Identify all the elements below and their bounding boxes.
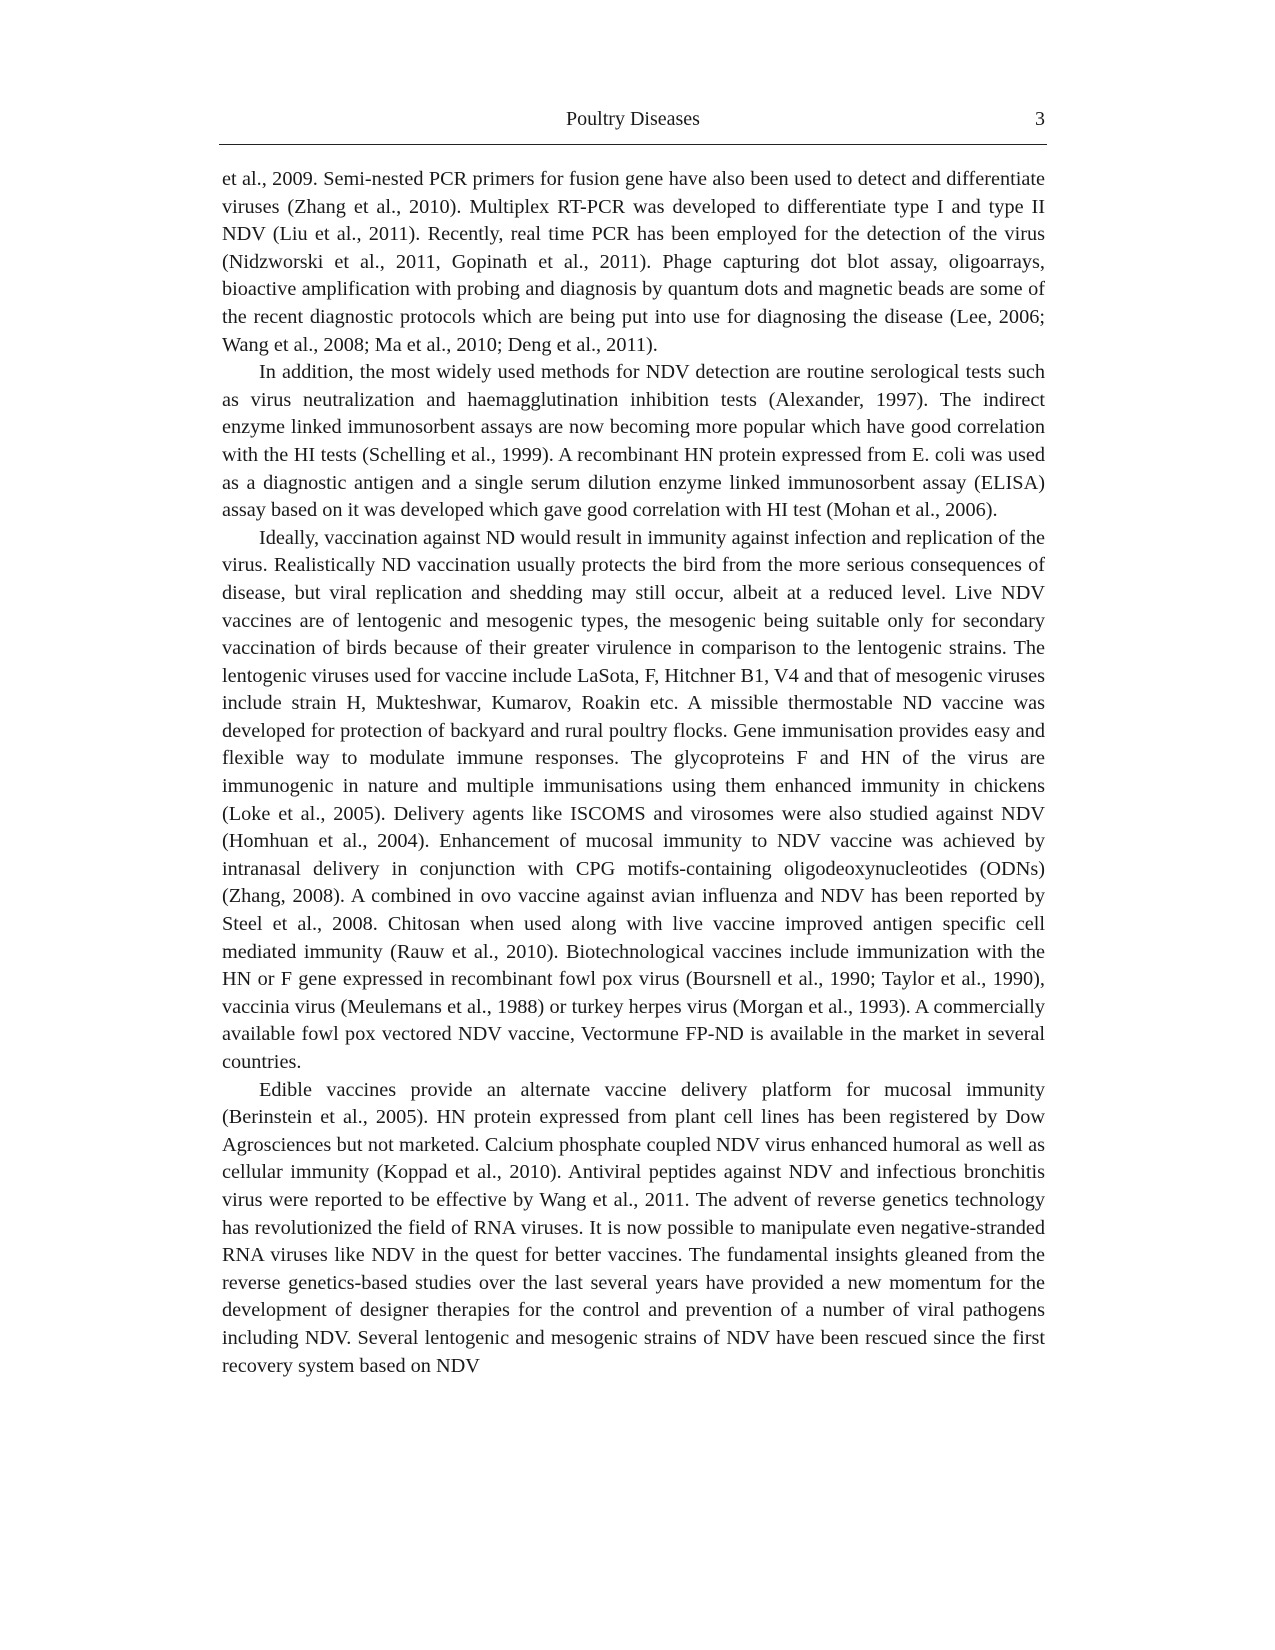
paragraph-serological-tests: In addition, the most widely used methods for NDV detection are routine serological tests such as virus neutralization and haemagglutination inhibition tests (Alexander, 1997). The indirect enzyme linked immunosorbent assays are now becoming more popular which have good correlation with the HI tests (Schelling et al., 1999). A recombinant HN protein expressed from E. coli was used as a diagnostic antigen and a single serum dilution enzyme linked immunosorbent assay (ELISA) assay based on it was developed which gave good correlation with HI test (Mohan et al., 2006). bbox=[222, 361, 1045, 522]
paragraph-continued: et al., 2009. Semi-nested PCR primers for fusion gene have also been used to detect and differentiate viruses (Zhang et al., 2010). Multiplex RT-PCR was developed to differentiate type I and type II NDV (Liu et al., 2011). Recently, real time PCR has been employed for the detection of the virus (Nidzworski et al., 2011, Gopinath et al., 2011). Phage capturing dot blot assay, oligoarrays, bioactive amplification with probing and diagnosis by quantum dots and magnetic beads are some of the recent diagnostic protocols which are being put into use for diagnosing the disease (Lee, 2006; Wang et al., 2008; Ma et al., 2010; Deng et al., 2011). bbox=[222, 168, 1045, 356]
body-text bbox=[222, 166, 1045, 1380]
running-title: Poultry Diseases bbox=[566, 108, 700, 130]
page-header bbox=[219, 106, 1047, 145]
paragraph-edible-vaccines: Edible vaccines provide an alternate vaccine delivery platform for mucosal immunity (Berinstein et al., 2005). HN protein expressed from plant cell lines has been registered by Dow Agrosciences but not marketed. Calcium phosphate coupled NDV virus enhanced humoral as well as cellular immunity (Koppad et al., 2010). Antiviral peptides against NDV and infectious bronchitis virus were reported to be effective by Wang et al., 2011. The advent of reverse genetics technology has revolutionized the field of RNA viruses. It is now possible to manipulate even negative-stranded RNA viruses like NDV in the quest for better vaccines. The fundamental insights gleaned from the reverse genetics-based studies over the last several years have provided a new momentum for the development of designer therapies for the control and prevention of a number of viral pathogens including NDV. Several lentogenic and mesogenic strains of NDV have been rescued since the first recovery system based on NDV bbox=[222, 1078, 1045, 1377]
paragraph-vaccination: Ideally, vaccination against ND would result in immunity against infection and replication of the virus. Realistically ND vaccination usually protects the bird from the more serious consequences of disease, but viral replication and shedding may still occur, albeit at a reduced level. Live NDV vaccines are of lentogenic and mesogenic types, the mesogenic being suitable only for secondary vaccination of birds because of their greater virulence in comparison to the lentogenic strains. The lentogenic viruses used for vaccine include LaSota, F, Hitchner B1, V4 and that of mesogenic viruses include strain H, Mukteshwar, Kumarov, Roakin etc. A missible thermostable ND vaccine was developed for protection of backyard and rural poultry flocks. Gene immunisation provides easy and flexible way to modulate immune responses. The glycoproteins F and HN of the virus are immunogenic in nature and multiple immunisations using them enhanced immunity in chickens (Loke et al., 2005). Delivery agents like ISCOMS and virosomes were also studied against NDV (Homhuan et al., 2004). Enhancement of mucosal immunity to NDV vaccine was achieved by intranasal delivery in conjunction with CPG motifs-containing oligodeoxynucleotides (ODNs) (Zhang, 2008). A combined in ovo vaccine against avian influenza and NDV has been reported by Steel et al., 2008. Chitosan when used along with live vaccine improved antigen specific cell mediated immunity (Rauw et al., 2010). Biotechnological vaccines include immunization with the HN or F gene expressed in recombinant fowl pox virus (Boursnell et al., 1990; Taylor et al., 1990), vaccinia virus (Meulemans et al., 1988) or turkey herpes virus (Morgan et al., 1993). A commercially available fowl pox vectored NDV vaccine, Vectormune FP-ND is available in the market in several countries. bbox=[222, 526, 1045, 1073]
page-number: 3 bbox=[1035, 108, 1045, 130]
